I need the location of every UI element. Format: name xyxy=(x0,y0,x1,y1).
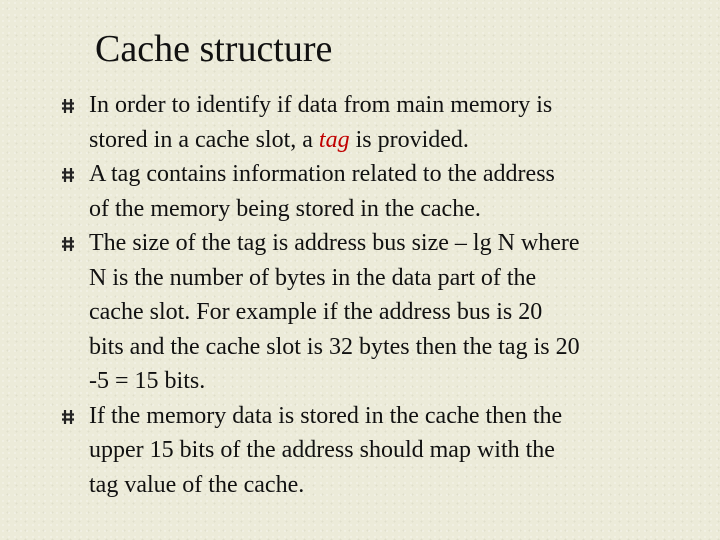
hash-bullet-icon xyxy=(60,409,76,425)
bullet-text: The size of the tag is address bus size – lg N where N is the number of bytes in the data part of the cache slot. For example if the address bus is 20 bits and the cache slot is 32 bytes then the tag is 20 -5 = 15 bits. xyxy=(89,230,580,394)
hash-bullet-icon xyxy=(60,167,76,183)
bullet-text: If the memory data is stored in the cache then the upper 15 bits of the address should map with the tag value of the cache. xyxy=(89,402,563,498)
bullet-item xyxy=(60,88,680,157)
slide-title: Cache structure xyxy=(95,28,333,70)
hash-bullet-icon xyxy=(60,98,76,114)
bullet-text-before: In order to identify if data from main memory is stored in a cache slot, a xyxy=(89,92,553,153)
bullet-text-after: is provided. xyxy=(349,126,469,153)
bullet-text xyxy=(89,88,680,157)
bullet-item xyxy=(60,226,680,399)
bullet-item xyxy=(60,157,680,226)
bullet-text: A tag contains information related to the address of the memory being stored in the cache. xyxy=(89,161,555,222)
highlighted-term: tag xyxy=(318,126,350,153)
bullet-item xyxy=(60,399,680,503)
hash-bullet-icon xyxy=(60,236,76,252)
bullet-list xyxy=(60,88,680,502)
